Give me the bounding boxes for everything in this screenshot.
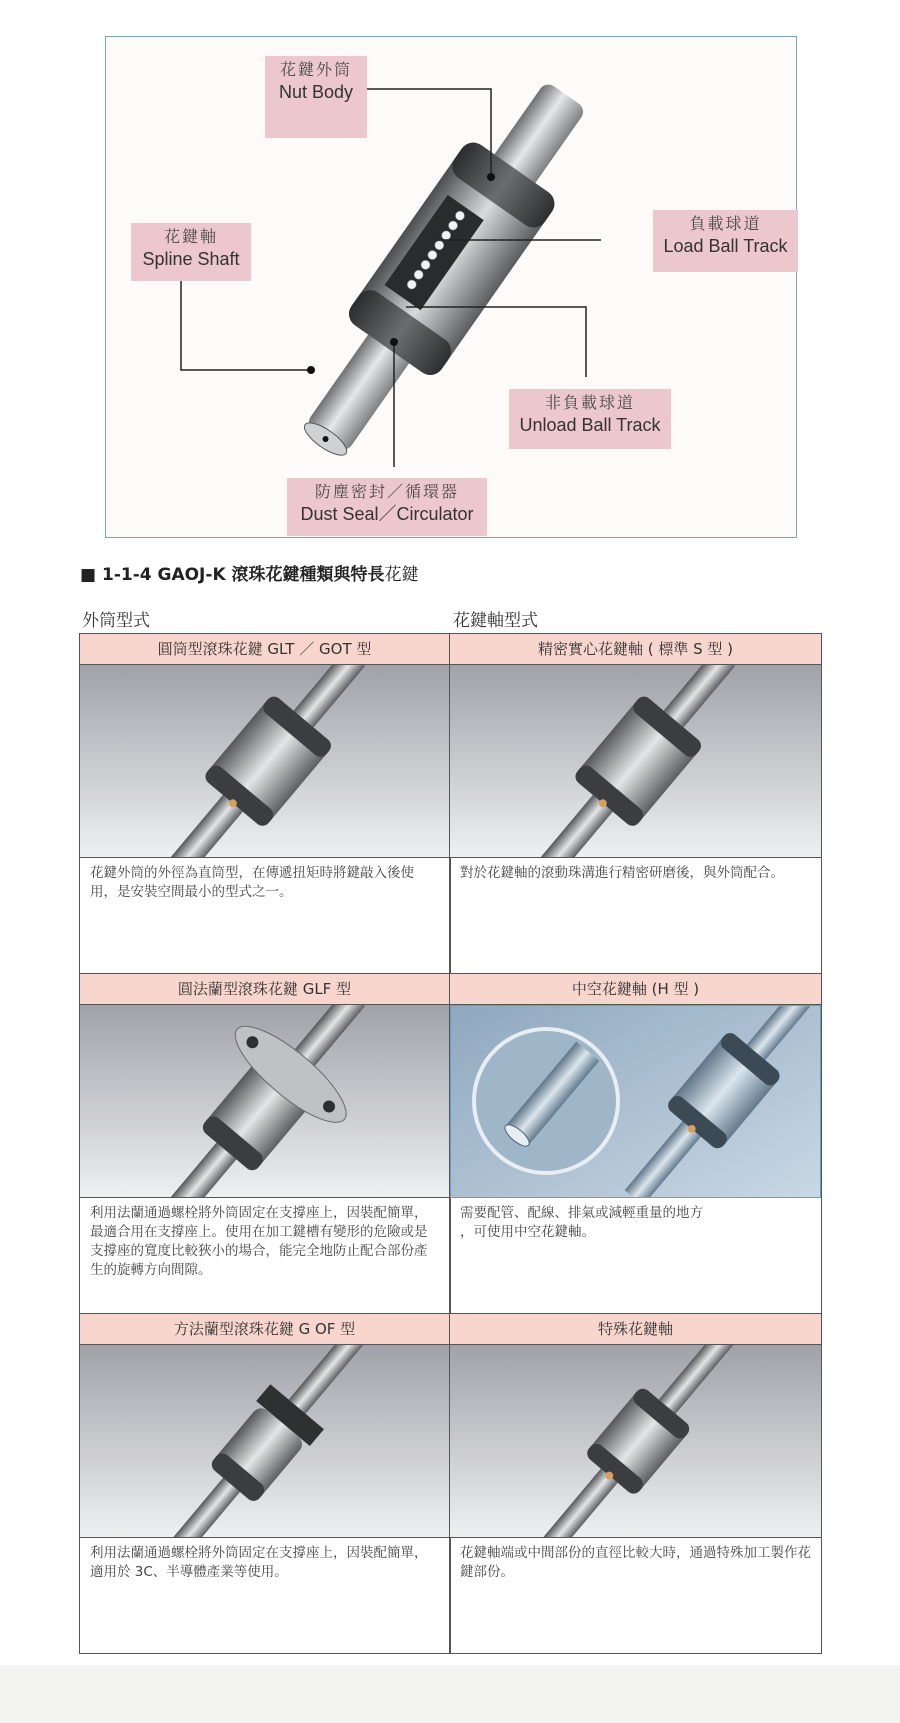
cell-desc-special-shaft: 花鍵軸端或中間部份的直徑比較大時，通過特殊加工製作花鍵部份。 bbox=[460, 1545, 811, 1580]
label-spline-shaft-en: Spline Shaft bbox=[142, 248, 240, 269]
label-load-ball-track bbox=[653, 210, 798, 272]
image-glf-nut bbox=[80, 1005, 449, 1198]
cell-desc-s-shaft: 對於花鍵軸的滾動珠溝進行精密研磨後，與外筒配合。 bbox=[460, 865, 784, 881]
section-title-tail: 花鍵 bbox=[384, 565, 419, 585]
section-title-text: 1-1-4 GAOJ-K 滾珠花鍵種類與特長 bbox=[101, 565, 385, 585]
image-h-shaft bbox=[450, 1005, 821, 1198]
cell-desc-glf: 利用法蘭通過螺栓將外筒固定在支撐座上，因裝配簡單，最適合用在支撐座上。使用在加工鍵槽有變形的危險或是支撐座的寬度比較狹小的場合，能完全地防止配合部份產生的旋轉方向間隙。 bbox=[90, 1205, 428, 1278]
column-head-shaft-type: 花鍵軸型式 bbox=[453, 611, 538, 631]
cell-title-glf: 圓法蘭型滾珠花鍵 GLF 型 bbox=[80, 974, 449, 1005]
label-unload-ball-track bbox=[509, 389, 671, 449]
label-dust-seal bbox=[287, 478, 487, 536]
label-dust-seal-en: Dust Seal／Circulator bbox=[300, 503, 474, 524]
column-head-nut-type: 外筒型式 bbox=[82, 611, 150, 631]
label-load-ball-track-en: Load Ball Track bbox=[663, 235, 788, 256]
cell-desc-h-shaft bbox=[450, 1198, 821, 1248]
cell-title-gof: 方法蘭型滾珠花鍵 G OF 型 bbox=[80, 1314, 449, 1345]
label-spline-shaft bbox=[131, 223, 251, 281]
label-unload-ball-track-zh: 非負載球道 bbox=[544, 393, 635, 412]
cell-title-h-shaft: 中空花鍵軸 (H 型 ) bbox=[450, 974, 821, 1005]
section-title bbox=[80, 560, 419, 585]
cell-desc-glt-got: 花鍵外筒的外徑為直筒型，在傳遞扭矩時將鍵敲入後使用，是安裝空間最小的型式之一。 bbox=[90, 865, 414, 900]
ball-spline-diagram bbox=[105, 36, 797, 538]
image-gof-nut bbox=[80, 1345, 449, 1538]
label-spline-shaft-zh: 花鍵軸 bbox=[163, 227, 218, 246]
label-load-ball-track-zh: 負載球道 bbox=[689, 214, 762, 233]
cell-title-special-shaft: 特殊花鍵軸 bbox=[450, 1314, 821, 1345]
label-dust-seal-zh: 防塵密封／循環器 bbox=[314, 482, 459, 501]
cell-desc-gof: 利用法蘭通過螺栓將外筒固定在支撐座上，因裝配簡單，適用於 3C、半導體產業等使用。 bbox=[90, 1545, 428, 1580]
label-nut-body-zh: 花鍵外筒 bbox=[279, 60, 352, 79]
label-nut-body bbox=[265, 56, 367, 138]
footer-band bbox=[0, 1665, 900, 1723]
ball-spline-illustration bbox=[106, 37, 798, 539]
image-glt-got-nut bbox=[80, 665, 449, 858]
section-marker: ■ bbox=[80, 565, 97, 585]
image-special-shaft bbox=[450, 1345, 821, 1538]
label-nut-body-en: Nut Body bbox=[278, 81, 354, 102]
cell-title-glt-got: 圓筒型滾珠花鍵 GLT ／ GOT 型 bbox=[80, 634, 449, 665]
label-unload-ball-track-en: Unload Ball Track bbox=[519, 414, 661, 435]
cell-title-s-shaft: 精密實心花鍵軸 ( 標準 S 型 ) bbox=[450, 634, 821, 665]
image-s-shaft bbox=[450, 665, 821, 858]
cell-desc-h-shaft-line: ，可使用中空花鍵軸。 bbox=[460, 1224, 595, 1240]
cell-desc-h-shaft-line: 需要配管、配線、排氣或減輕重量的地方 bbox=[460, 1205, 703, 1221]
